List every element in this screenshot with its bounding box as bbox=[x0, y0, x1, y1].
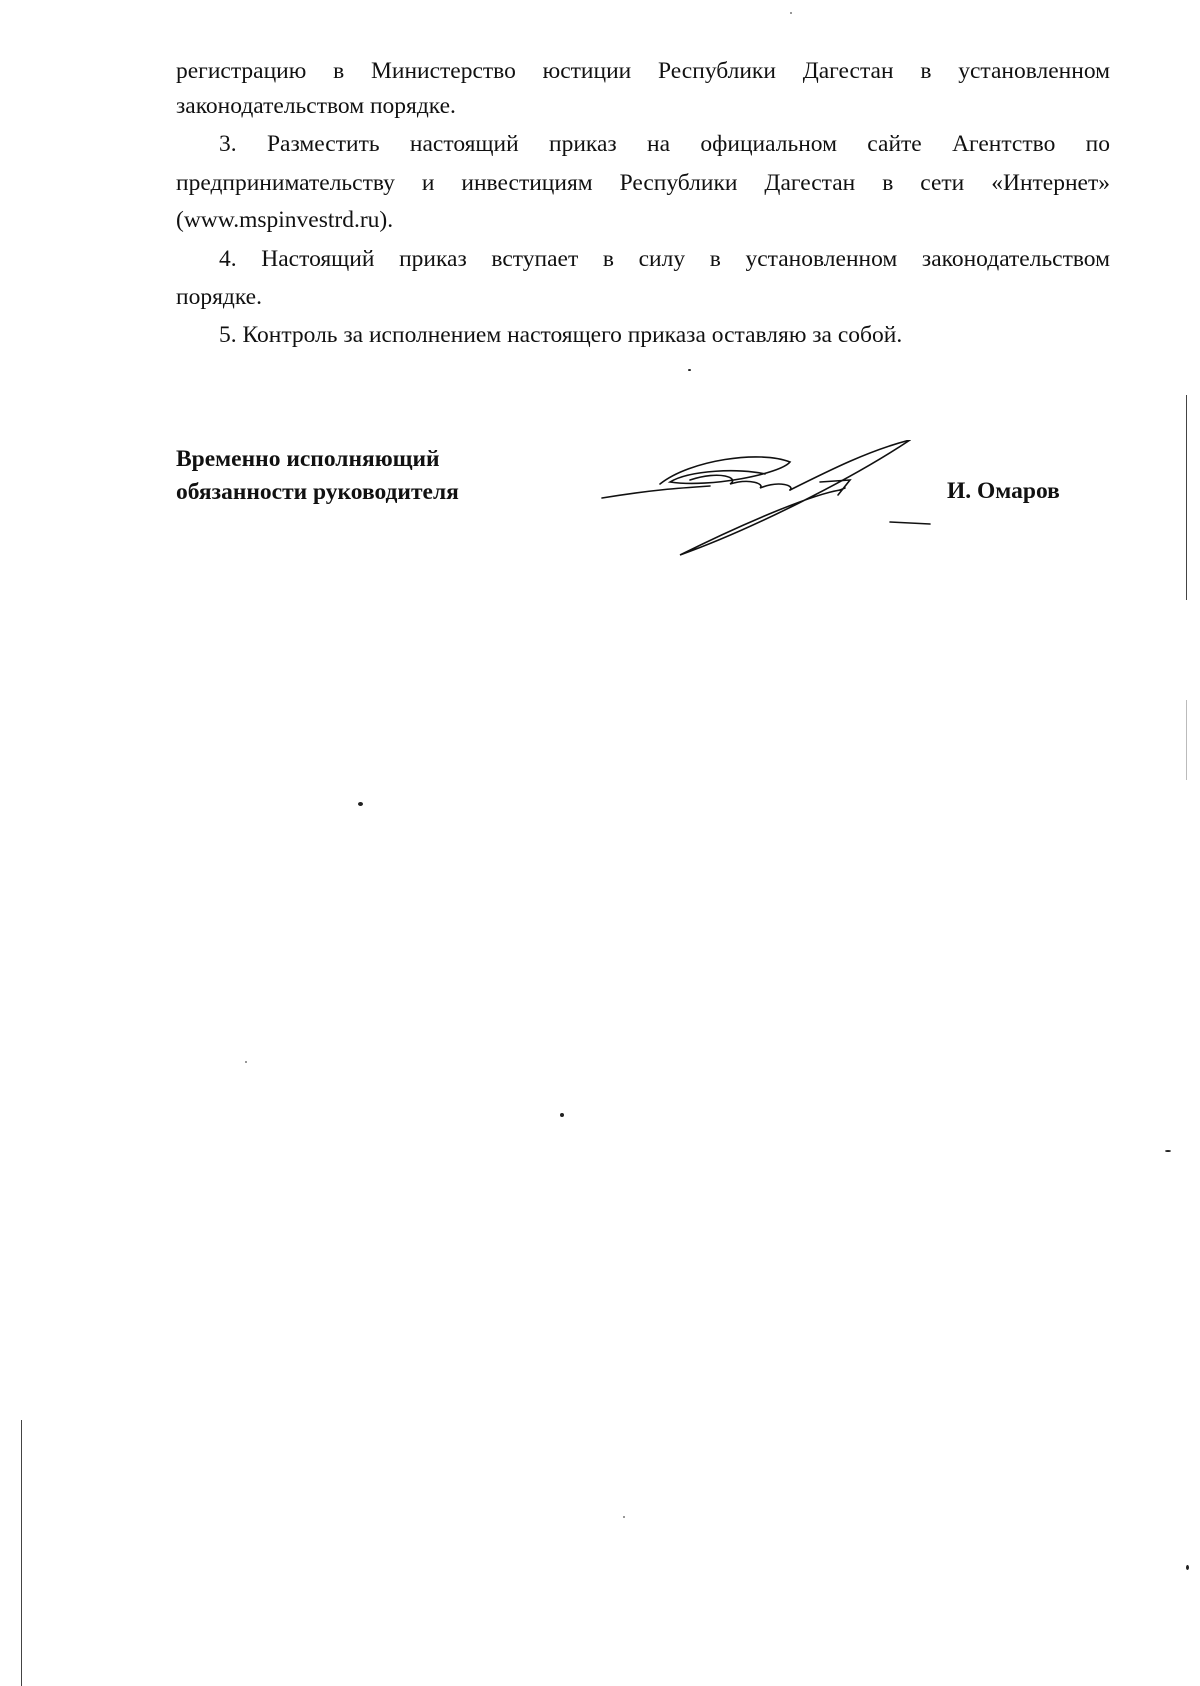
paragraph-line: (www.mspinvestrd.ru). bbox=[176, 207, 394, 233]
signatory-name: И. Омаров bbox=[947, 478, 1060, 504]
handwritten-signature bbox=[590, 440, 950, 560]
scan-speck bbox=[358, 802, 363, 806]
scan-speck bbox=[790, 12, 792, 14]
paragraph-line: предпринимательству и инвестициям Республики Дагестан в сети «Интернет» bbox=[176, 170, 1110, 196]
scan-edge-mark bbox=[1186, 395, 1187, 600]
scan-speck bbox=[623, 1516, 625, 1518]
scan-edge-mark bbox=[1186, 700, 1187, 780]
signatory-title-line2: обязанности руководителя bbox=[176, 479, 459, 505]
paragraph-line: законодательством порядке. bbox=[176, 93, 456, 119]
scan-speck bbox=[245, 1061, 247, 1063]
scan-speck bbox=[560, 1113, 564, 1117]
paragraph-line: 5. Контроль за исполнением настоящего приказа оставляю за собой. bbox=[219, 322, 903, 348]
paragraph-line: регистрацию в Министерство юстиции Республики Дагестан в установленном bbox=[176, 58, 1110, 84]
paragraph-line: 3. Разместить настоящий приказ на официальном сайте Агентство по bbox=[219, 131, 1110, 157]
scan-speck bbox=[1165, 1150, 1171, 1152]
paragraph-line: 4. Настоящий приказ вступает в силу в установленном законодательством bbox=[219, 246, 1110, 272]
paragraph-line: порядке. bbox=[176, 284, 262, 310]
scan-speck bbox=[1186, 1565, 1189, 1570]
signatory-title-line1: Временно исполняющий bbox=[176, 446, 440, 472]
scan-edge-mark bbox=[21, 1420, 22, 1686]
scan-speck bbox=[688, 369, 691, 371]
